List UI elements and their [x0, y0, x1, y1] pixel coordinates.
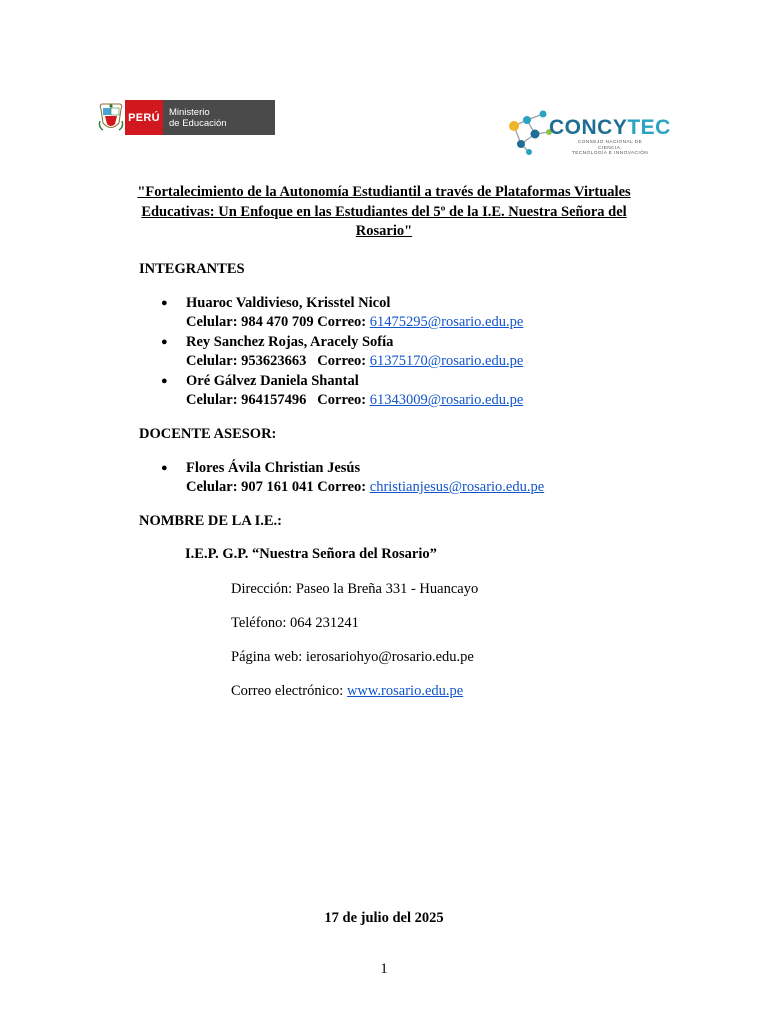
- member-1-email-link[interactable]: 61475295@rosario.edu.pe: [369, 314, 524, 330]
- institucion-name: I.E.P. G.P. “Nuestra Señora del Rosario”: [185, 546, 437, 562]
- member-2-name: Rey Sanchez Rojas, Aracely Sofía: [186, 334, 394, 350]
- institucion-telefono: Teléfono: 064 231241: [231, 615, 359, 631]
- ministry-name: Ministerio de Educación: [163, 100, 275, 135]
- integrantes-heading: INTEGRANTES: [139, 261, 245, 277]
- member-3-contact: Celular: 964157496 Correo: 61343009@rosario.edu.pe: [186, 392, 524, 408]
- institucion-heading: NOMBRE DE LA I.E.:: [139, 513, 283, 529]
- website-link[interactable]: www.rosario.edu.pe: [346, 683, 464, 699]
- docente-email-link[interactable]: christianjesus@rosario.edu.pe: [369, 479, 545, 495]
- docente-heading: DOCENTE ASESOR:: [139, 426, 277, 442]
- peru-coat-of-arms-icon: [97, 100, 125, 135]
- bullet-icon: ●: [161, 462, 168, 474]
- bullet-icon: ●: [161, 297, 168, 309]
- document-date: 17 de julio del 2025: [324, 910, 444, 926]
- bullet-icon: ●: [161, 375, 168, 387]
- minedu-logo: [97, 100, 275, 135]
- bullet-icon: ●: [161, 336, 168, 348]
- concytec-wordmark: CONCYTEC: [549, 116, 671, 139]
- document-title: "Fortalecimiento de la Autonomía Estudiantil a través de Plataformas Virtuales Educativas: Un Enfoque en las Estudiantes del 5º de la I.E. Nuestra Señora del Rosario": [137, 184, 631, 239]
- institucion-direccion: Dirección: Paseo la Breña 331 - Huancayo: [231, 581, 479, 597]
- member-1-name: Huaroc Valdivieso, Krisstel Nicol: [186, 295, 391, 311]
- member-2-contact: Celular: 953623663 Correo: 61375170@rosario.edu.pe: [186, 353, 524, 369]
- network-nodes-icon: [505, 106, 555, 158]
- peru-badge: PERÚ: [125, 100, 163, 135]
- member-1-contact: Celular: 984 470 709 Correo: 61475295@rosario.edu.pe: [186, 314, 524, 330]
- member-2-email-link[interactable]: 61375170@rosario.edu.pe: [369, 353, 524, 369]
- docente-contact: Celular: 907 161 041 Correo: christianjesus@rosario.edu.pe: [186, 479, 545, 495]
- concytec-subtitle: CONSEJO NACIONAL DE CIENCIA, TECNOLOGÍA E INNOVACIÓN: [571, 140, 649, 157]
- institucion-correo: Correo electrónico: www.rosario.edu.pe: [231, 683, 464, 699]
- docente-name: Flores Ávila Christian Jesús: [186, 460, 361, 476]
- concytec-logo: [505, 106, 677, 158]
- member-3-name: Oré Gálvez Daniela Shantal: [186, 373, 359, 389]
- page-number: 1: [380, 961, 388, 977]
- institucion-pagina-web: Página web: ierosariohyo@rosario.edu.pe: [231, 649, 474, 665]
- member-3-email-link[interactable]: 61343009@rosario.edu.pe: [369, 392, 524, 408]
